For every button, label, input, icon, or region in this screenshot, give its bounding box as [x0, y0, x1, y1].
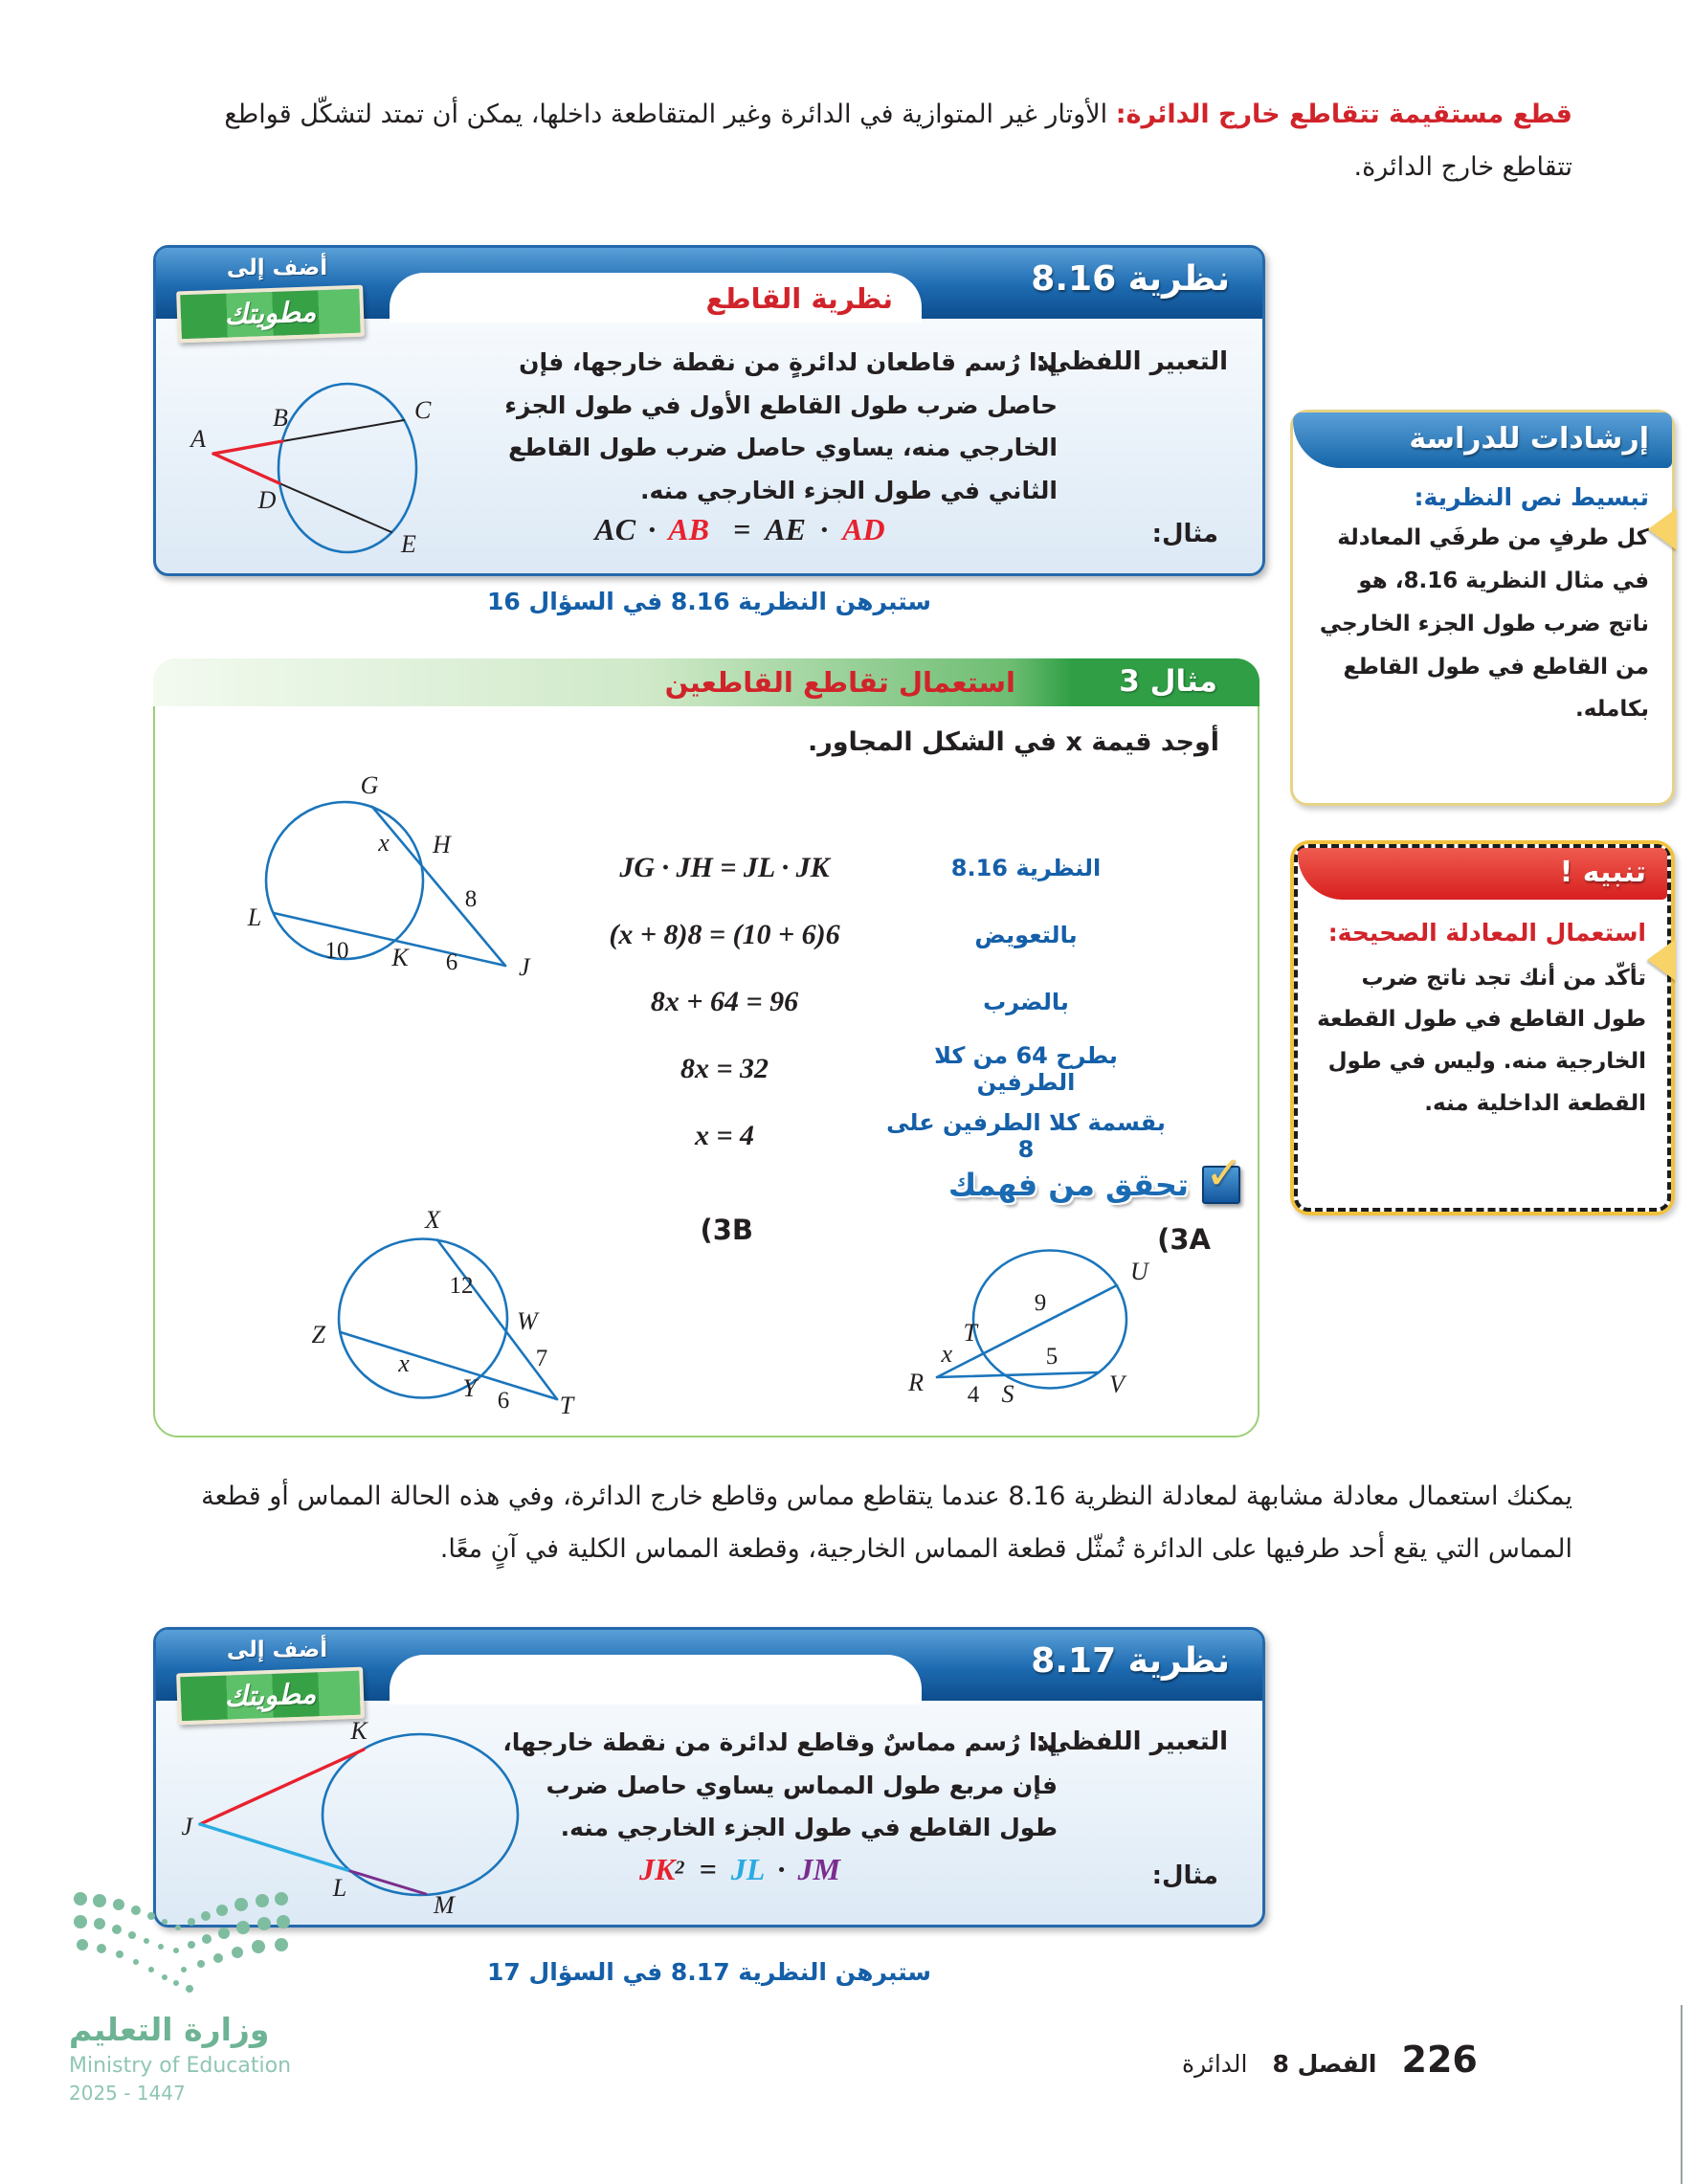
print-registration-mark	[1681, 2005, 1683, 2184]
page-footer	[1182, 2039, 1478, 2081]
step-note: النظرية 8.16	[950, 855, 1102, 881]
tangent-JK	[200, 1749, 364, 1824]
chord-BC	[282, 420, 404, 441]
study-tips-body: كل طرفٍ من طرفَي المعادلة في مثال النظرية 8.16، هو ناتج ضرب طول الجزء الخارجي من القاطع في طول القاطع بكامله.	[1319, 525, 1649, 723]
step-equation: (x + 8)8 = (10 + 6)6	[609, 919, 840, 950]
tag-3a: (3A	[1157, 1223, 1211, 1256]
page-number: 226	[1401, 2039, 1478, 2081]
step-note: بقسمة كلا الطرفين على 8	[886, 1109, 1166, 1163]
step-equation: 8x + 64 = 96	[650, 986, 799, 1017]
study-tips-box	[1290, 410, 1675, 806]
label-L: L	[247, 903, 262, 931]
check-understanding-header	[947, 1147, 1244, 1204]
label-6-ex3: 6	[445, 949, 458, 975]
label-J-817: J	[181, 1813, 192, 1840]
circle-816	[279, 384, 416, 552]
label-S: S	[1001, 1380, 1014, 1408]
step-equation: 8x = 32	[680, 1053, 769, 1084]
label-x-3a: x	[941, 1340, 952, 1368]
eq817-eq-sign: =	[699, 1852, 717, 1886]
tag-3b: (3B	[700, 1214, 753, 1246]
label-9: 9	[1034, 1290, 1047, 1316]
step-row	[557, 902, 1170, 969]
label-x-3b: x	[398, 1349, 410, 1377]
foldable-badge	[169, 252, 385, 340]
eq817-JL: JL	[730, 1852, 766, 1886]
segment-AD	[213, 454, 279, 483]
step-row	[557, 969, 1170, 1036]
warning-title: استعمال المعادلة الصحيحة:	[1327, 919, 1646, 947]
study-tips-header-label: إرشادات للدراسة	[1409, 422, 1649, 456]
label-J: J	[519, 953, 530, 981]
example-3-banner	[153, 658, 1259, 706]
warning-header	[1298, 848, 1667, 900]
foldable-badge	[169, 1634, 385, 1722]
theorem-817-verbal-text: إذا رُسم مماسٌ وقاطع لدائرة من نقطة خارجها، فإن مربع طول المماس يساوي حاصل ضرب طول القاطع في طول الجزء الخارجي منه.	[502, 1728, 1058, 1841]
warning-box-inner	[1294, 844, 1671, 1212]
check-3b-diagram	[279, 1201, 758, 1436]
study-tips-header	[1293, 412, 1672, 468]
example-3-diagram	[182, 751, 536, 992]
example-3-number: مثال 3	[1119, 664, 1217, 699]
theorem-816-number: نظرية 8.16	[1031, 259, 1230, 299]
foldable-ribbon: مطويتك	[176, 285, 365, 344]
proof-note-816: ستبرهن النظرية 8.16 في السؤال 16	[487, 588, 931, 615]
label-10: 10	[324, 938, 349, 964]
label-6-3b: 6	[497, 1388, 510, 1414]
pointer-arrow-icon	[1648, 508, 1677, 550]
segment-AB	[213, 441, 282, 454]
label-x-ex3: x	[378, 829, 390, 857]
label-D: D	[257, 486, 277, 514]
label-K: K	[391, 944, 409, 971]
ministry-logo	[69, 1887, 337, 2105]
step-equation: JG · JH = JL · JK	[619, 852, 830, 883]
check-understanding-label: تحقق من فهمك	[947, 1167, 1189, 1203]
chapter-label: الفصل 8	[1272, 2050, 1377, 2078]
eq816-AB: AB	[668, 512, 709, 546]
example-3-box	[153, 658, 1259, 1437]
label-X: X	[425, 1206, 440, 1234]
label-L-817: L	[332, 1874, 347, 1902]
label-K-817: K	[350, 1717, 368, 1745]
segment-JL	[200, 1824, 350, 1871]
theorem-816-diagram	[185, 363, 501, 566]
label-G: G	[360, 771, 379, 799]
theorem-817-box	[153, 1627, 1265, 1928]
label-Z: Z	[311, 1321, 325, 1348]
pointer-arrow-icon	[1647, 939, 1676, 981]
eq816-dot2: ·	[820, 512, 829, 546]
label-U: U	[1130, 1258, 1148, 1285]
ministry-name-arabic: وزارة التعليم	[69, 2011, 270, 2048]
label-A: A	[190, 425, 206, 453]
theorem-816-verbal-text: إذا رُسم قاطعان لدائرةٍ من نقطة خارجها، فإن حاصل ضرب طول القاطع الأول في طول الجزء الخارجي منه، يساوي حاصل ضرب طول القاطع الثاني في طول الجزء الخارجي منه.	[504, 348, 1058, 504]
secant-ZT	[340, 1332, 557, 1399]
warning-box	[1290, 840, 1675, 1215]
secant-LJ	[274, 913, 505, 966]
secant-RV	[937, 1372, 1099, 1377]
theorem-816-header-inset	[390, 273, 922, 323]
label-5: 5	[1045, 1344, 1059, 1370]
eq816-AD: AD	[842, 512, 885, 546]
warning-body: تأكّد من أنك تجد ناتج ضرب طول القاطع في طول القطعة الخارجية منه. وليس في طول القطعة الداخلية منه.	[1317, 965, 1646, 1116]
eq817-JM: JM	[797, 1852, 840, 1886]
step-row	[557, 1036, 1170, 1103]
theorem-817-header-inset	[390, 1655, 922, 1705]
label-T-3a: T	[963, 1319, 977, 1347]
intro-paragraph	[158, 88, 1572, 194]
secant-XT	[437, 1240, 557, 1400]
label-C: C	[414, 396, 432, 424]
checkmark-icon: ✓	[1202, 1166, 1240, 1204]
foldable-badge-top: أضف إلى	[226, 1638, 328, 1662]
example-3-title: استعمال تقاطع القاطعين	[664, 666, 1015, 699]
eq816-dot1: ·	[648, 512, 657, 546]
eq817-exponent: 2	[675, 1857, 685, 1879]
step-note: بطرح 64 من كلا الطرفين	[934, 1042, 1118, 1096]
circle-ex3	[266, 802, 423, 959]
ministry-logo-dots-icon	[69, 1887, 308, 1997]
proof-note-817: ستبرهن النظرية 8.17 في السؤال 17	[487, 1958, 931, 1986]
label-B: B	[273, 404, 288, 432]
middle-paragraph: يمكنك استعمال معادلة مشابهة لمعادلة النظرية 8.16 عندما يتقاطع مماس وقاطع خارج الدائرة، وفي هذه الحالة المماس أو قطعة المماس التي يقع أحد طرفيها على الدائرة تُمثّل قطعة المماس الخارجية، وقطعة المماس الكلية في آنٍ معًا.	[201, 1482, 1572, 1565]
eq816-AC: AC	[594, 512, 636, 546]
step-row	[557, 1103, 1170, 1170]
intro-lead: قطع مستقيمة تتقاطع خارج الدائرة:	[1115, 100, 1572, 129]
theorem-816-equation	[472, 512, 1008, 547]
label-7: 7	[535, 1346, 548, 1371]
label-R: R	[908, 1369, 924, 1396]
label-E: E	[401, 530, 416, 558]
example-3-prompt: أوجد قيمة x في الشكل المجاور.	[807, 727, 1219, 757]
circle-3b	[339, 1239, 507, 1398]
eq816-AE: AE	[765, 512, 807, 546]
theorem-817-example-label: مثال:	[1151, 1861, 1218, 1890]
label-V: V	[1109, 1371, 1125, 1398]
label-Y: Y	[462, 1374, 477, 1402]
study-tips-title: تبسيط نص النظرية:	[1414, 483, 1649, 511]
step-equation: x = 4	[694, 1120, 755, 1151]
intro-text: الأوتار غير المتوازية في الدائرة وغير المتقاطعة داخلها، يمكن أن تمتد لتشكّل قواطع تتقاطع خارج الدائرة.	[224, 100, 1572, 183]
check-3a-diagram	[897, 1220, 1213, 1426]
label-8: 8	[464, 886, 478, 912]
step-note: بالتعويض	[974, 922, 1078, 948]
verbal-expression-label: التعبير اللفظي:	[1036, 1727, 1228, 1756]
label-W: W	[517, 1307, 538, 1335]
chapter-title: الدائرة	[1182, 2050, 1248, 2078]
ministry-name-english: Ministry of Education	[69, 2054, 292, 2078]
theorem-816-box	[153, 245, 1265, 576]
ministry-years: 2025 - 1447	[69, 2082, 186, 2105]
eq817-JK: JK	[639, 1852, 676, 1886]
foldable-ribbon: مطويتك	[176, 1667, 365, 1726]
warning-header-label: تنبيه !	[1559, 856, 1646, 889]
label-H: H	[433, 831, 451, 858]
label-4: 4	[967, 1382, 980, 1408]
label-T-3b: T	[559, 1392, 574, 1419]
step-note: بالضرب	[983, 989, 1069, 1015]
label-12: 12	[449, 1273, 474, 1299]
theorem-817-number: نظرية 8.17	[1031, 1641, 1230, 1681]
label-M-817: M	[434, 1891, 455, 1919]
verbal-expression-label: التعبير اللفظي:	[1036, 347, 1228, 376]
eq816-eq-sign: =	[733, 512, 751, 546]
eq817-dot: ·	[777, 1852, 786, 1886]
theorem-816-subtitle: نظرية القاطع	[705, 282, 893, 315]
foldable-badge-top: أضف إلى	[226, 256, 328, 280]
solution-steps	[557, 835, 1170, 1170]
theorem-816-example-label: مثال:	[1151, 520, 1218, 548]
step-row	[557, 835, 1170, 902]
